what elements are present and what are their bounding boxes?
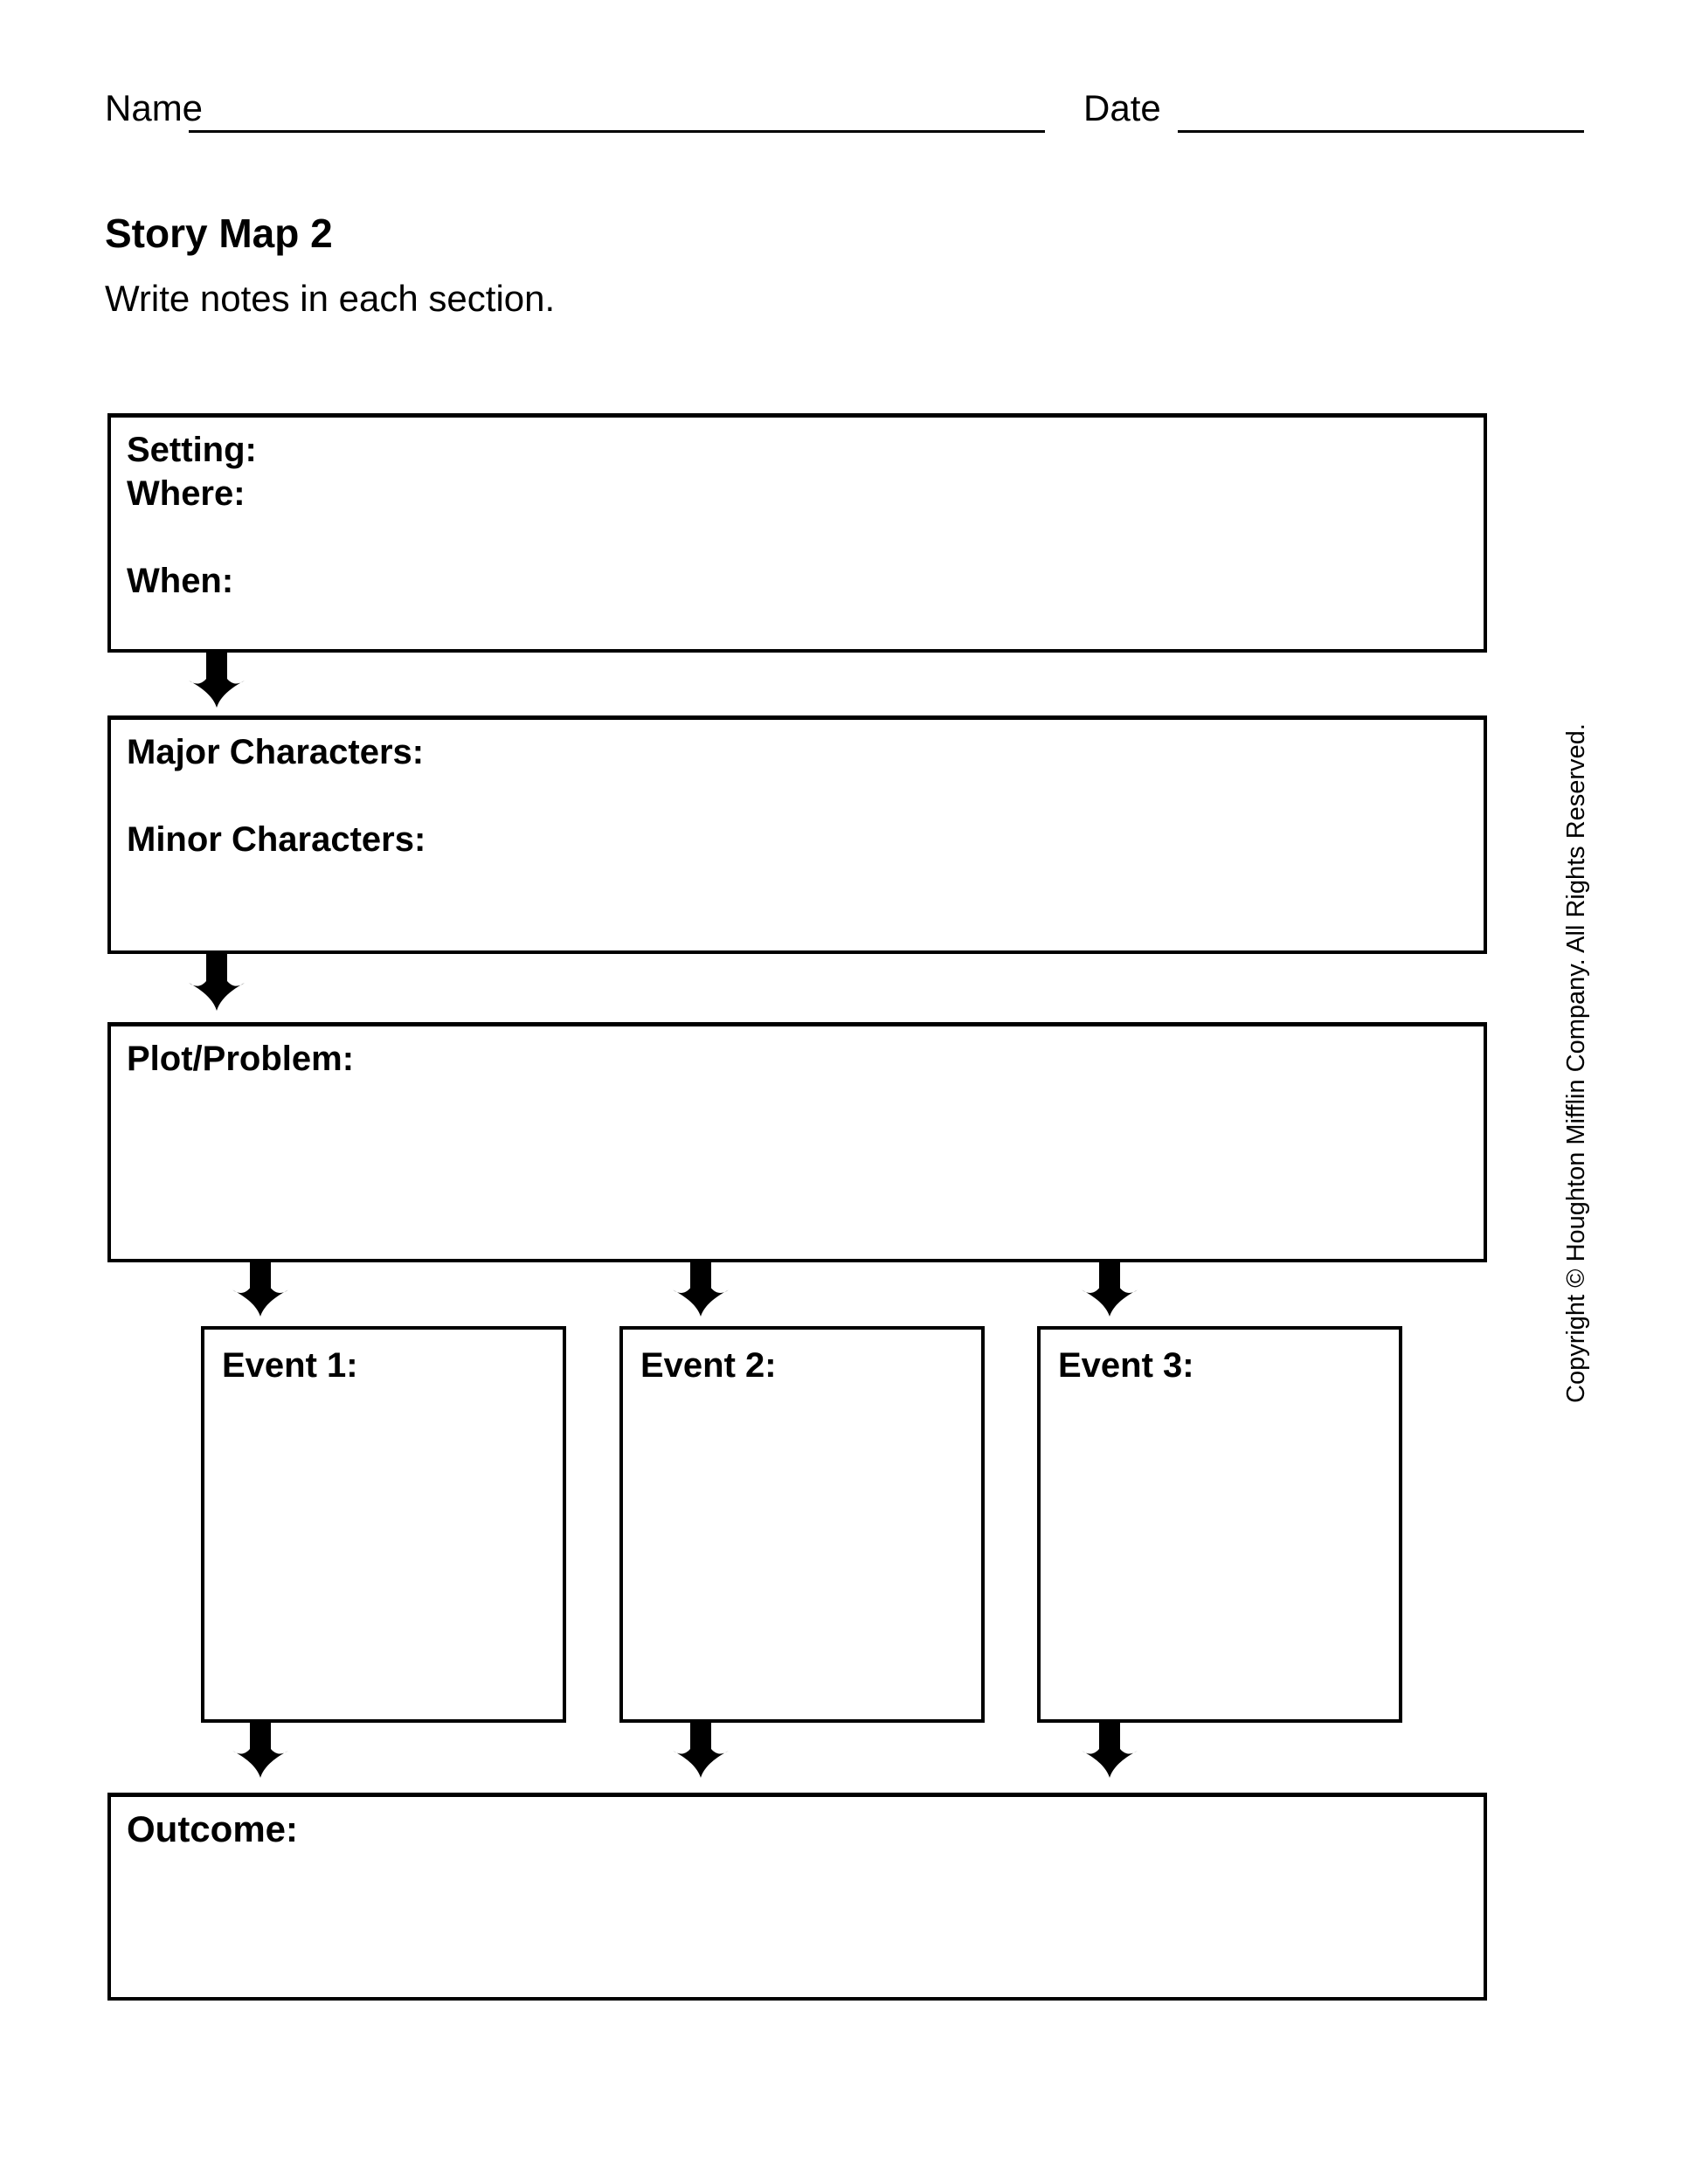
event-2-label: Event 2: xyxy=(640,1346,777,1385)
characters-box xyxy=(107,715,1487,954)
date-fill-in-line[interactable] xyxy=(1178,130,1584,133)
setting-box xyxy=(107,413,1487,653)
minor-characters-label: Minor Characters: xyxy=(127,820,426,859)
arrow-plot-to-event-3-icon xyxy=(1082,1262,1138,1317)
plot-problem-label: Plot/Problem: xyxy=(127,1040,355,1078)
plot-problem-box xyxy=(107,1022,1487,1262)
date-label: Date xyxy=(1083,87,1161,128)
name-fill-in-line[interactable] xyxy=(189,130,1045,133)
outcome-box xyxy=(107,1793,1487,2001)
name-label: Name xyxy=(105,87,204,128)
event-3-label: Event 3: xyxy=(1058,1346,1194,1385)
arrow-event-2-to-outcome-icon xyxy=(673,1723,729,1778)
where-label: Where: xyxy=(127,474,246,513)
event-3-box xyxy=(1037,1326,1402,1723)
event-1-label: Event 1: xyxy=(222,1346,358,1385)
arrow-setting-to-characters-icon xyxy=(189,653,245,708)
arrow-plot-to-event-2-icon xyxy=(673,1262,729,1317)
event-2-box xyxy=(619,1326,985,1723)
arrow-plot-to-event-1-icon xyxy=(232,1262,288,1317)
when-label: When: xyxy=(127,562,234,600)
copyright-text: Copyright © Houghton Mifflin Company. All Rights Reserved. xyxy=(1562,723,1590,1403)
arrow-characters-to-plot-icon xyxy=(189,954,245,1011)
instruction-text: Write notes in each section. xyxy=(105,278,556,319)
setting-label: Setting: xyxy=(127,431,257,469)
event-1-box xyxy=(201,1326,566,1723)
outcome-label: Outcome: xyxy=(127,1808,299,1849)
arrow-event-1-to-outcome-icon xyxy=(232,1723,288,1778)
major-characters-label: Major Characters: xyxy=(127,733,425,771)
arrow-event-3-to-outcome-icon xyxy=(1082,1723,1138,1778)
page-title: Story Map 2 xyxy=(105,211,333,256)
